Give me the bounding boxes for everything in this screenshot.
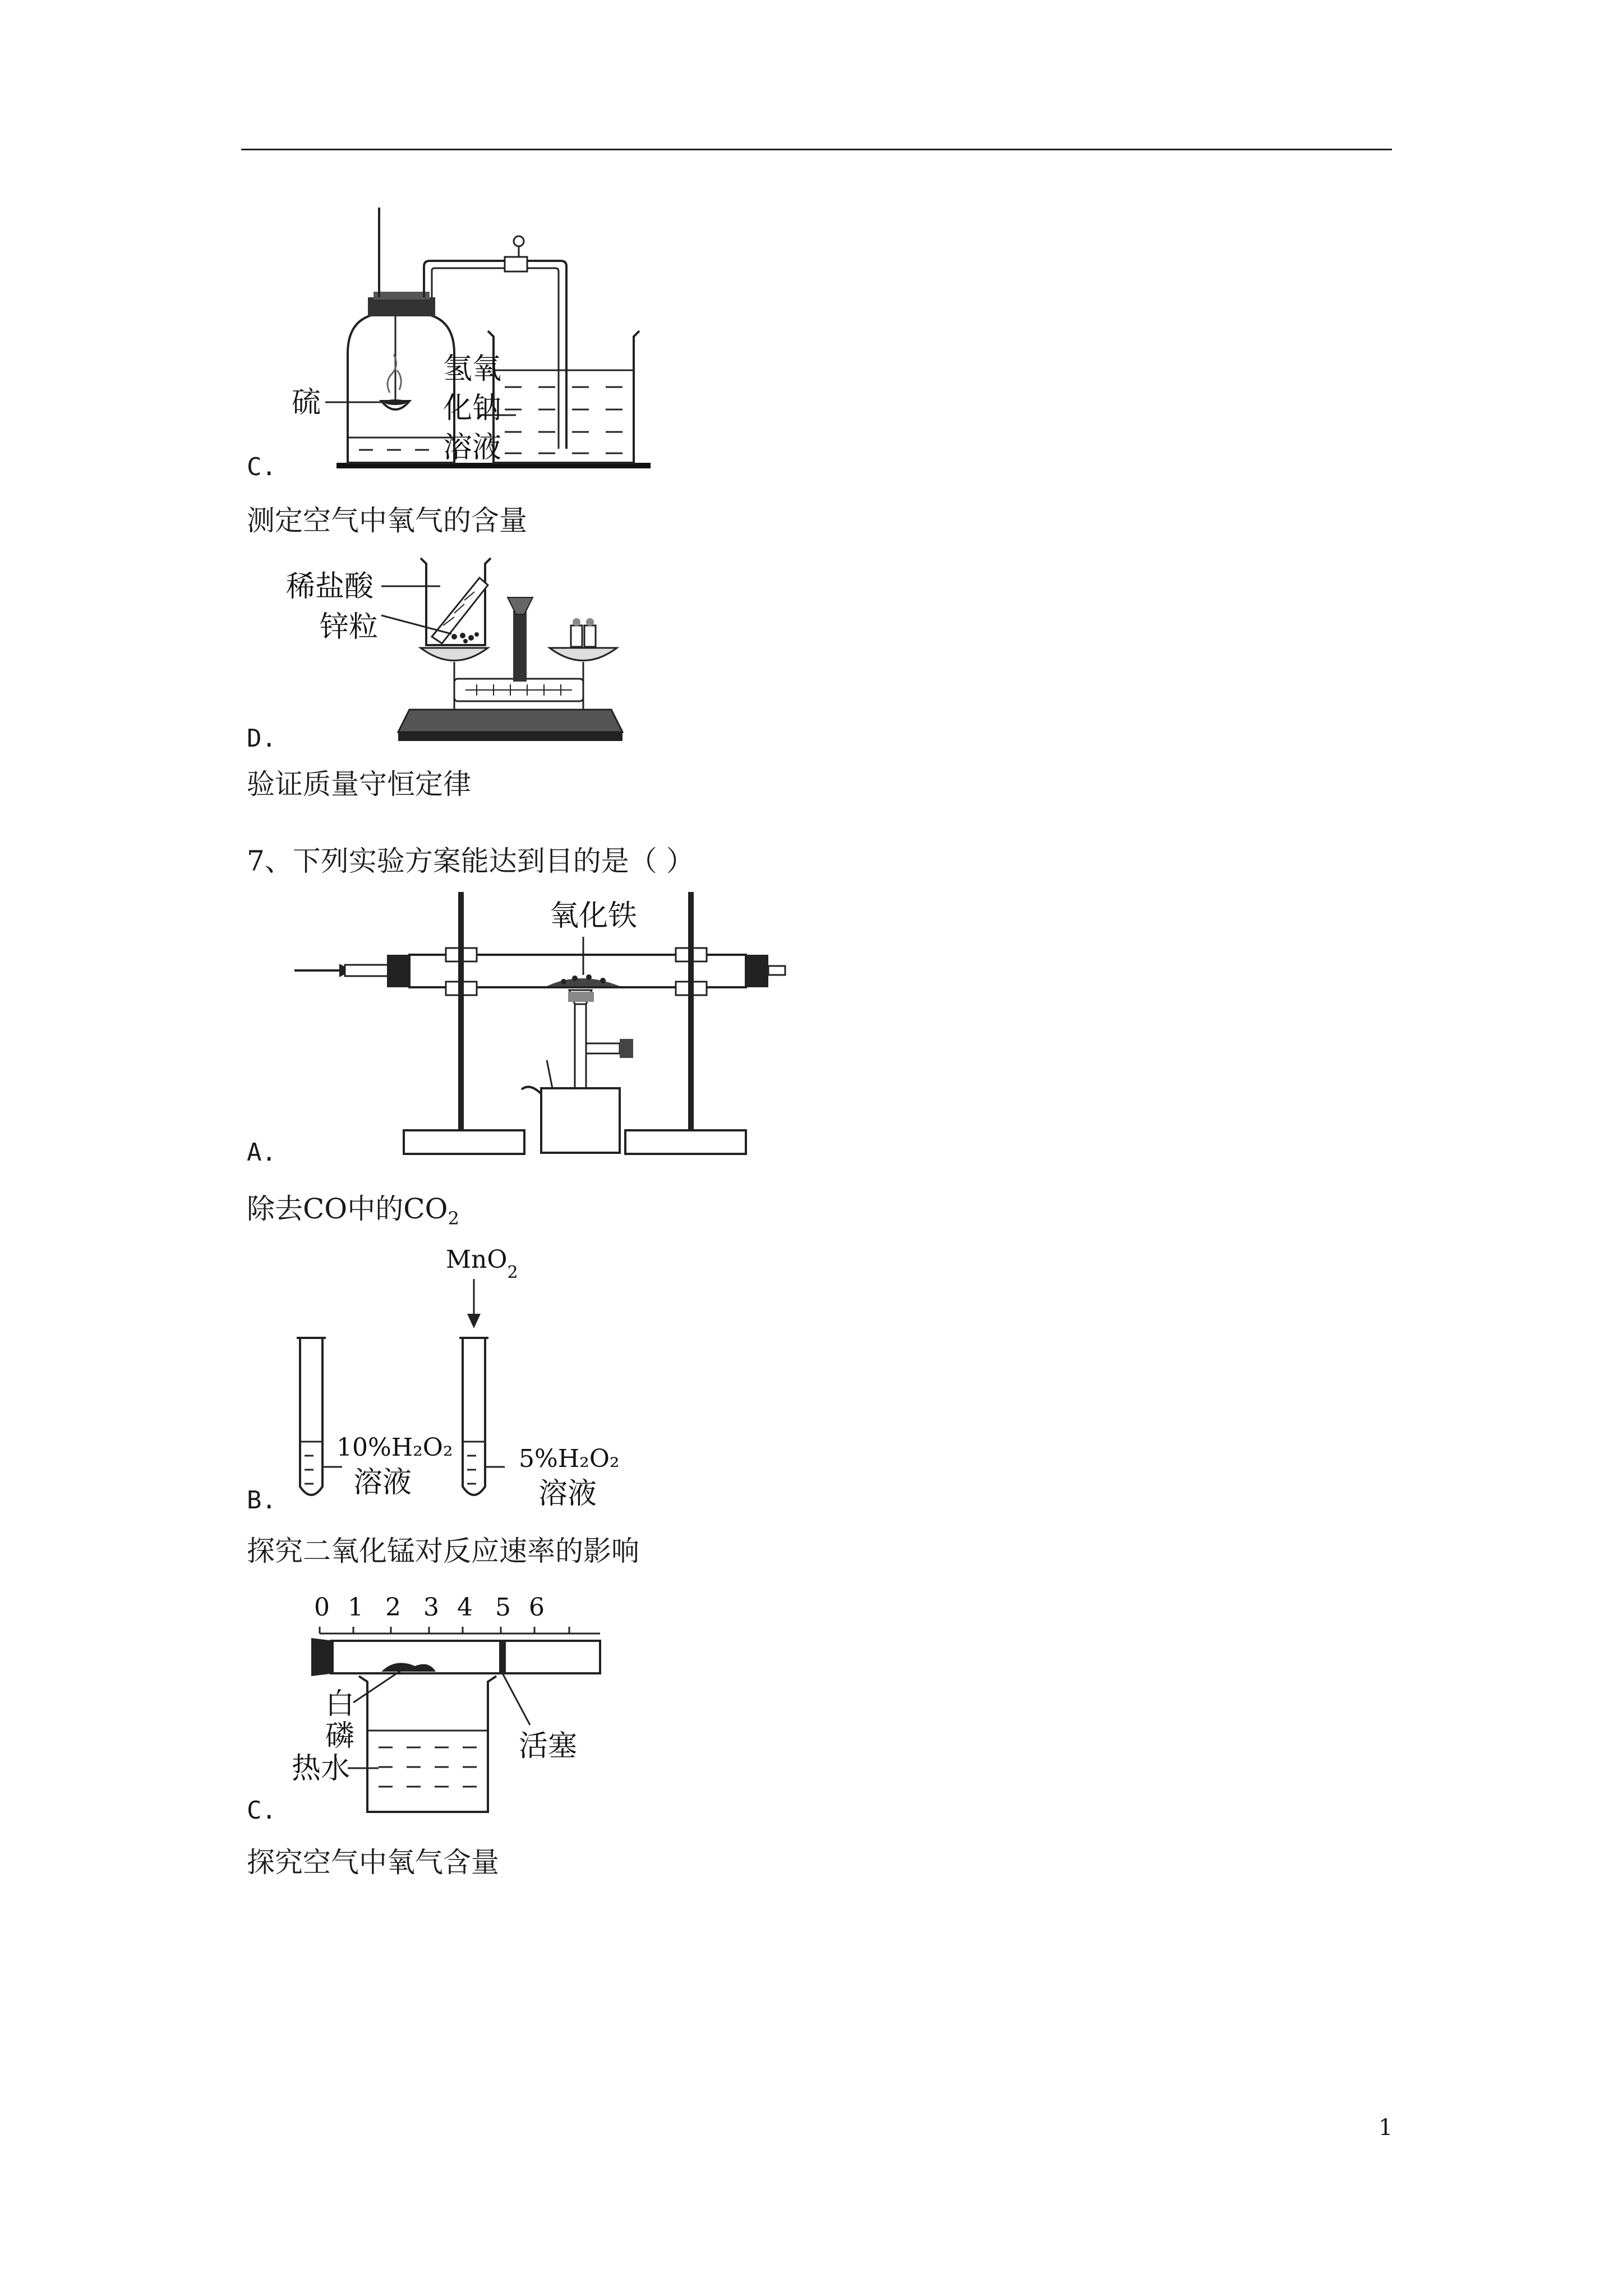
naoh-label-line1: 氢氧	[443, 352, 502, 386]
piston-label: 活塞	[519, 1729, 578, 1763]
option-b-caption: 探究二氧化锰对反应速率的影响	[247, 1535, 639, 1567]
header-rule	[241, 149, 1392, 150]
sulfur-combustion-apparatus	[292, 208, 656, 477]
left-solution-label-2: 溶液	[353, 1466, 412, 1499]
option-a-letter: A.	[247, 1138, 276, 1167]
sulfur-label: 硫	[292, 386, 321, 420]
tick-label: 1	[348, 1593, 363, 1622]
tick-label: 5	[495, 1593, 511, 1622]
option-c-q7-caption: 探究空气中氧气含量	[247, 1846, 499, 1879]
option-c-caption: 测定空气中氧气的含量	[247, 504, 527, 537]
white-phosphorus-syringe-apparatus	[289, 1588, 603, 1829]
option-d-letter: D.	[247, 724, 276, 753]
iron-oxide-label: 氧化铁	[550, 899, 638, 933]
mno2-label-subscript: 2	[507, 1262, 518, 1282]
option-a-caption	[247, 1192, 459, 1235]
test-tubes-h2o2-apparatus	[289, 1240, 648, 1509]
tick-label: 0	[314, 1593, 330, 1622]
mno2-label-text: MnO	[446, 1245, 508, 1274]
phosphorus-label: 磷	[325, 1719, 355, 1753]
white-label: 白	[325, 1687, 355, 1721]
option-b-letter: B.	[247, 1486, 276, 1515]
right-solution-label: 5%H₂O₂	[519, 1444, 620, 1473]
zinc-label: 锌粒	[320, 610, 379, 644]
question-7-stem: 7、下列实验方案能达到目的是（ ）	[247, 845, 694, 877]
page-number: 1	[1378, 2115, 1393, 2141]
tick-label: 3	[423, 1593, 439, 1622]
acid-label: 稀盐酸	[286, 570, 374, 604]
option-c-q7-letter: C.	[247, 1796, 276, 1825]
naoh-label-line3: 溶液	[443, 431, 502, 464]
mno2-label	[446, 1245, 518, 1282]
left-solution-label: 10%H₂O₂	[336, 1433, 453, 1462]
option-c-letter: C.	[247, 453, 276, 481]
tick-label: 6	[529, 1593, 545, 1622]
balance-apparatus	[286, 553, 645, 749]
naoh-label-line2: 化钠	[443, 392, 502, 425]
tick-label: 4	[457, 1593, 473, 1622]
option-d-caption: 验证质量守恒定律	[247, 768, 471, 800]
hot-water-label: 热水	[292, 1752, 351, 1786]
option-a-caption-text: 除去CO中的CO	[247, 1193, 448, 1225]
right-solution-label-2: 溶液	[538, 1477, 597, 1511]
tick-label: 2	[385, 1593, 401, 1622]
option-a-caption-subscript: 2	[448, 1208, 459, 1229]
iron-oxide-reduction-apparatus	[289, 892, 782, 1161]
